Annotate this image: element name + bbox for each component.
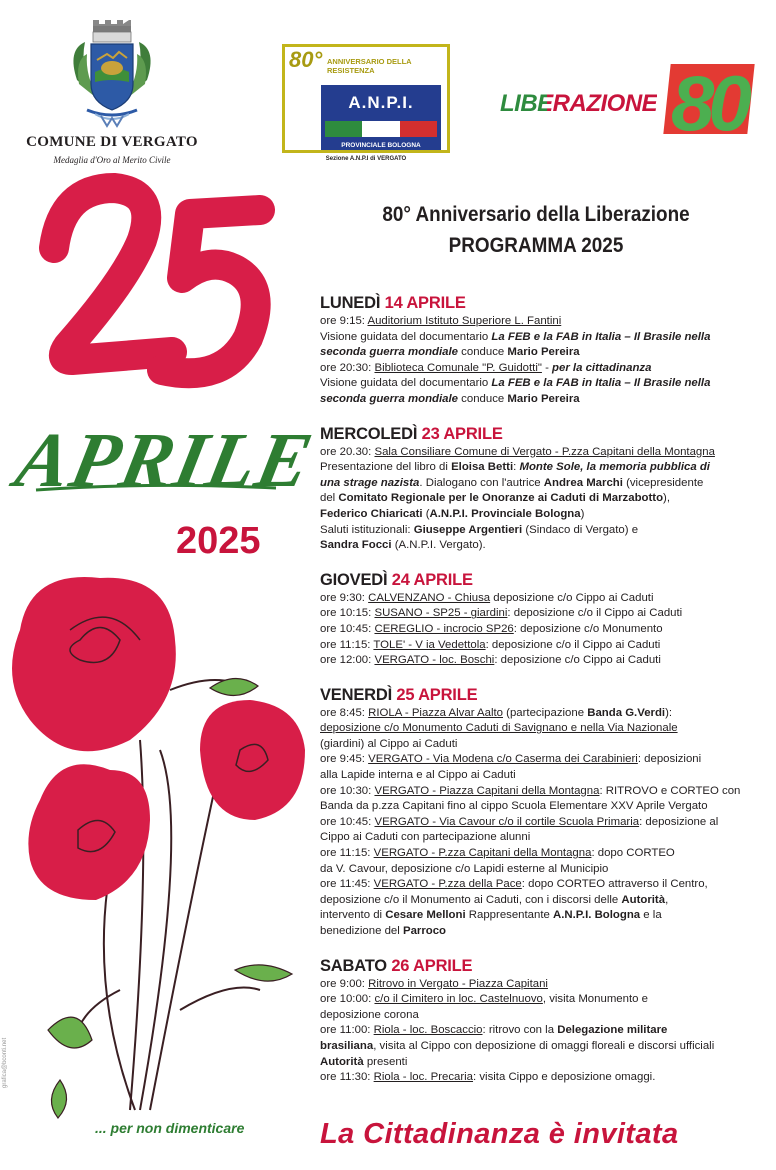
- location-text: VERGATO - P.zza della Pace: [373, 878, 522, 891]
- line-segment: :: [513, 461, 520, 474]
- line-segment: Visione guidata del documentario: [320, 377, 492, 390]
- program-line: [320, 445, 760, 461]
- line-segment: (vicepresidente: [622, 476, 704, 489]
- program-line: [320, 877, 760, 893]
- program-line: [320, 638, 760, 654]
- big-25-graphic: [22, 170, 292, 415]
- line-segment: La FEB e la FAB in Italia – Il Brasile nella: [491, 330, 711, 343]
- program-line: [320, 992, 760, 1008]
- location-text: VERGATO - Via Cavour c/o il cortile Scuola Primaria: [374, 815, 640, 828]
- program-line: [320, 460, 760, 476]
- line-segment: ): [580, 507, 585, 520]
- location-text: VERGATO - Piazza Capitani della Montagna: [374, 784, 600, 797]
- leaf-icon: [51, 1080, 66, 1118]
- line-segment: Andrea Marchi: [543, 476, 623, 489]
- location-text: SUSANO - SP25 - giardini: [374, 607, 508, 620]
- line-segment: : deposizioni: [637, 753, 702, 766]
- line-segment: ore 9:45:: [320, 753, 369, 766]
- line-segment: : visita Cippo e deposizione omaggi.: [473, 1071, 656, 1084]
- coat-of-arms-icon: [57, 20, 167, 132]
- line-segment: (giardini) al Cippo ai Caduti: [320, 737, 458, 750]
- program-line: [320, 752, 760, 768]
- day-block: [320, 569, 760, 669]
- program-line: [320, 1070, 760, 1086]
- line-segment: conduce: [458, 392, 508, 405]
- program-line: [320, 1039, 760, 1055]
- line-segment: : dopo CORTEO: [591, 847, 675, 860]
- line-segment: Banda da p.zza Capitani fino al cippo Scuola Elementare XXV Aprile Vergato: [320, 800, 708, 813]
- program-line: [320, 361, 760, 377]
- line-segment: Rappresentante: [465, 909, 554, 922]
- line-segment: , visita Monumento e: [542, 993, 648, 1006]
- day-date: 23 APRILE: [421, 424, 503, 443]
- line-segment: Cippo ai Caduti con partecipazione alunni: [320, 831, 531, 844]
- anpi-name: A.N.P.I.: [348, 93, 414, 112]
- line-segment: ore 10:45:: [320, 622, 375, 635]
- program-line: [320, 924, 760, 940]
- line-segment: A.N.P.I. Provinciale Bologna: [429, 507, 581, 520]
- program-line: [320, 1023, 760, 1039]
- liberazione-80-logo: [498, 60, 756, 152]
- line-segment: Presentazione del libro di: [320, 461, 452, 474]
- line-segment: : deposizione c/o Monumento: [513, 622, 663, 635]
- comune-logo-block: [22, 20, 202, 165]
- day-block: [320, 684, 760, 940]
- program-line: [320, 784, 760, 800]
- line-segment: ,: [665, 893, 669, 906]
- day-heading: [320, 292, 760, 314]
- poppy-illustration: [0, 570, 310, 1135]
- year-text: 2025: [176, 520, 261, 562]
- program-line: [320, 491, 760, 507]
- day-date: 25 APRILE: [396, 685, 478, 704]
- line-segment: deposizione corona: [320, 1008, 419, 1021]
- line-segment: -: [541, 361, 553, 374]
- line-segment: ),: [663, 492, 671, 505]
- day-name: MERCOLEDÌ: [320, 424, 422, 443]
- line-segment: : RITROVO e CORTEO con: [599, 784, 741, 797]
- title-line-2: PROGRAMMA 2025: [448, 234, 624, 257]
- line-segment: Cesare Melloni: [385, 909, 466, 922]
- liberazione-text: LIBERAZIONE: [500, 90, 658, 117]
- day-name: LUNEDÌ: [320, 294, 385, 312]
- program-line: [320, 622, 760, 638]
- liberazione-word: [500, 90, 657, 118]
- program-line: [320, 345, 760, 361]
- anpi-provincial: PROVINCIALE BOLOGNA: [321, 141, 441, 150]
- invitation-text: La Cittadinanza è invitata: [320, 1118, 679, 1150]
- line-segment: (: [422, 507, 430, 520]
- line-segment: da V. Cavour, deposizione c/o Lapidi esterne al Municipio: [320, 862, 609, 875]
- line-segment: Comitato Regionale per le Onoranze ai Caduti di Marzabotto: [338, 492, 664, 505]
- program-line: [320, 476, 760, 492]
- italian-tricolor-icon: [325, 121, 437, 137]
- location-text: RIOLA - Piazza Alvar Aalto: [368, 706, 503, 719]
- line-segment: Banda G.Verdi: [587, 706, 666, 719]
- line-segment: ore 11:45:: [320, 878, 374, 891]
- day-block: [320, 955, 760, 1086]
- program-line: [320, 606, 760, 622]
- program-line: [320, 908, 760, 924]
- anpi-logo: [282, 44, 450, 153]
- program-line: [320, 1008, 760, 1024]
- program-line: [320, 507, 760, 523]
- line-segment: La FEB e la FAB in Italia – Il Brasile nella: [491, 377, 711, 390]
- line-segment: ore 12:00:: [320, 654, 375, 667]
- line-segment: seconda guerra mondiale: [320, 346, 458, 359]
- line-segment: ore 20:30:: [320, 361, 375, 374]
- program-line: [320, 846, 760, 862]
- program-line: [320, 737, 760, 753]
- day-name: GIOVEDÌ: [320, 570, 392, 589]
- line-segment: : deposizione c/o il Cippo ai Caduti: [507, 607, 683, 620]
- line-segment: ):: [665, 706, 673, 719]
- program-line: [320, 538, 760, 554]
- line-segment: ore 11:30:: [320, 1071, 374, 1084]
- line-segment: per la cittadinanza: [552, 361, 652, 374]
- program-schedule: [320, 292, 760, 1101]
- line-segment: seconda guerra mondiale: [320, 392, 458, 405]
- location-text: VERGATO - P.zza Capitani della Montagna: [373, 847, 592, 860]
- line-segment: ore 11:00:: [320, 1024, 374, 1037]
- program-line: [320, 893, 760, 909]
- location-text: Ritrovo in Vergato - Piazza Capitani: [368, 977, 548, 990]
- program-line: [320, 799, 760, 815]
- program-line: [320, 1055, 760, 1071]
- line-segment: presenti: [363, 1055, 408, 1068]
- program-line: [320, 706, 760, 722]
- line-segment: ore 20.30:: [320, 445, 375, 458]
- line-segment: alla Lapide interna e al Cippo ai Caduti: [320, 769, 516, 782]
- line-segment: benedizione del: [320, 925, 403, 937]
- location-text: Biblioteca Comunale "P. Guidotti": [374, 361, 542, 374]
- line-segment: Saluti istituzionali:: [320, 523, 414, 536]
- line-segment: deposizione c/o il Monumento ai Caduti, con i discorsi delle: [320, 893, 622, 906]
- program-line: [320, 591, 760, 607]
- program-line: [320, 721, 760, 737]
- line-segment: del: [320, 492, 339, 505]
- anpi-logo-block: [282, 44, 450, 162]
- day-name: SABATO: [320, 956, 392, 975]
- program-line: [320, 523, 760, 539]
- location-text: Auditorium Istituto Superiore L. Fantini: [367, 315, 562, 327]
- line-segment: : deposizione c/o il Cippo ai Caduti: [485, 638, 661, 651]
- line-segment: ore 10:45:: [320, 815, 375, 828]
- program-line: [320, 815, 760, 831]
- day-name: VENERDÌ: [320, 685, 397, 704]
- line-segment: Autorità: [621, 893, 666, 906]
- day-date: 26 APRILE: [391, 956, 473, 975]
- motto-text: ... per non dimenticare: [95, 1120, 245, 1136]
- location-text: CALVENZANO - Chiusa: [368, 591, 491, 604]
- line-segment: Federico Chiaricati: [320, 507, 423, 520]
- day-heading: [320, 684, 760, 706]
- line-segment: A.N.P.I. Bologna: [553, 909, 641, 922]
- line-segment: Delegazione militare: [557, 1024, 668, 1037]
- anpi-anniversary-number: 80°: [289, 47, 323, 72]
- aprile-graphic: [8, 404, 321, 509]
- day-heading: [320, 423, 760, 445]
- anpi-section: Sezione A.N.P.I di VERGATO: [325, 156, 407, 162]
- line-segment: : ritrovo con la: [482, 1024, 558, 1037]
- location-text: Riola - loc. Precaria: [373, 1071, 474, 1084]
- line-segment: Sandra Focci: [320, 539, 392, 552]
- line-segment: Parroco: [402, 925, 447, 937]
- comune-subtitle: Medaglia d'Oro al Merito Civile: [53, 155, 171, 165]
- line-segment: : deposizione c/o Cippo ai Caduti: [494, 654, 661, 667]
- anpi-flag: [321, 85, 441, 141]
- line-segment: (Sindaco di Vergato) e: [522, 523, 639, 536]
- line-segment: ore 9:00:: [320, 977, 369, 990]
- program-line: [320, 314, 760, 330]
- program-line: [320, 768, 760, 784]
- poppy-icon: [12, 577, 176, 751]
- line-segment: (partecipazione: [503, 706, 588, 719]
- line-segment: conduce: [458, 346, 508, 359]
- day-heading: [320, 955, 760, 977]
- line-segment: ore 11:15:: [320, 638, 374, 651]
- leaf-icon: [235, 965, 292, 981]
- line-segment: : deposizione al: [639, 815, 719, 828]
- line-segment: una strage nazista: [320, 476, 420, 489]
- line-segment: : dopo CORTEO attraverso il Centro,: [521, 878, 708, 891]
- line-segment: ore 9:15:: [320, 315, 368, 327]
- line-segment: Visione guidata del documentario: [320, 330, 492, 343]
- line-segment: ore 10:15:: [320, 607, 375, 620]
- day-block: [320, 423, 760, 554]
- line-segment: Eloisa Betti: [451, 461, 514, 474]
- program-line: [320, 376, 760, 392]
- line-segment: ore 9:30:: [320, 591, 369, 604]
- program-line: [320, 330, 760, 346]
- program-line: [320, 653, 760, 669]
- line-segment: . Dialogano con l'autrice: [419, 476, 544, 489]
- location-text: deposizione c/o Monumento Caduti di Savignano e nella Via Nazionale: [320, 722, 678, 735]
- day-date: 24 APRILE: [391, 570, 473, 589]
- line-segment: intervento di: [320, 909, 386, 922]
- line-segment: brasiliana: [320, 1039, 374, 1052]
- liberazione-80-badge: [663, 60, 751, 150]
- location-text: VERGATO - loc. Boschi: [374, 654, 495, 667]
- title-line-1: 80° Anniversario della Liberazione: [382, 203, 690, 226]
- program-line: [320, 862, 760, 878]
- line-segment: (A.N.P.I. Vergato).: [391, 539, 486, 552]
- line-segment: deposizione c/o Cippo ai Caduti: [490, 591, 654, 604]
- anpi-anniversary-text: ANNIVERSARIO DELLA RESISTENZA: [327, 57, 412, 75]
- program-title: [296, 203, 776, 258]
- location-text: CEREGLIO - incrocio SP26: [374, 622, 514, 635]
- month-text: APRILE: [8, 417, 321, 504]
- graphic-credit: grafica@bconti.net: [2, 1037, 8, 1088]
- line-segment: Autorità: [320, 1055, 364, 1068]
- line-segment: ore 11:15:: [320, 847, 374, 860]
- line-segment: , visita al Cippo con deposizione di omaggi floreali e discorsi ufficiali: [373, 1039, 715, 1052]
- line-segment: ore 8:45:: [320, 706, 369, 719]
- comune-name: COMUNE DI VERGATO: [26, 134, 198, 150]
- location-text: Sala Consiliare Comune di Vergato - P.zza Capitani della Montagna: [374, 445, 715, 458]
- program-line: [320, 977, 760, 993]
- line-segment: Mario Pereira: [507, 346, 580, 359]
- line-segment: ore 10:00:: [320, 993, 375, 1006]
- location-text: c/o il Cimitero in loc. Castelnuovo: [374, 993, 543, 1006]
- leaf-icon: [48, 1017, 92, 1048]
- program-line: [320, 392, 760, 408]
- location-text: TOLE' - V ia Vedettola: [373, 638, 486, 651]
- day-date: 14 APRILE: [384, 294, 466, 312]
- poppy-icon: [200, 700, 305, 820]
- line-segment: Mario Pereira: [507, 392, 580, 405]
- program-line: [320, 830, 760, 846]
- poppy-icon: [28, 764, 150, 900]
- day-heading: [320, 569, 760, 591]
- day-block: [320, 292, 760, 408]
- line-segment: Monte Sole, la memoria pubblica di: [519, 461, 710, 474]
- line-segment: e la: [640, 909, 662, 922]
- line-segment: ore 10:30:: [320, 784, 375, 797]
- location-text: Riola - loc. Boscaccio: [373, 1024, 483, 1037]
- line-segment: Giuseppe Argentieri: [413, 523, 523, 536]
- location-text: VERGATO - Via Modena c/o Caserma dei Carabinieri: [368, 753, 638, 766]
- liberazione-number: 80: [671, 59, 746, 147]
